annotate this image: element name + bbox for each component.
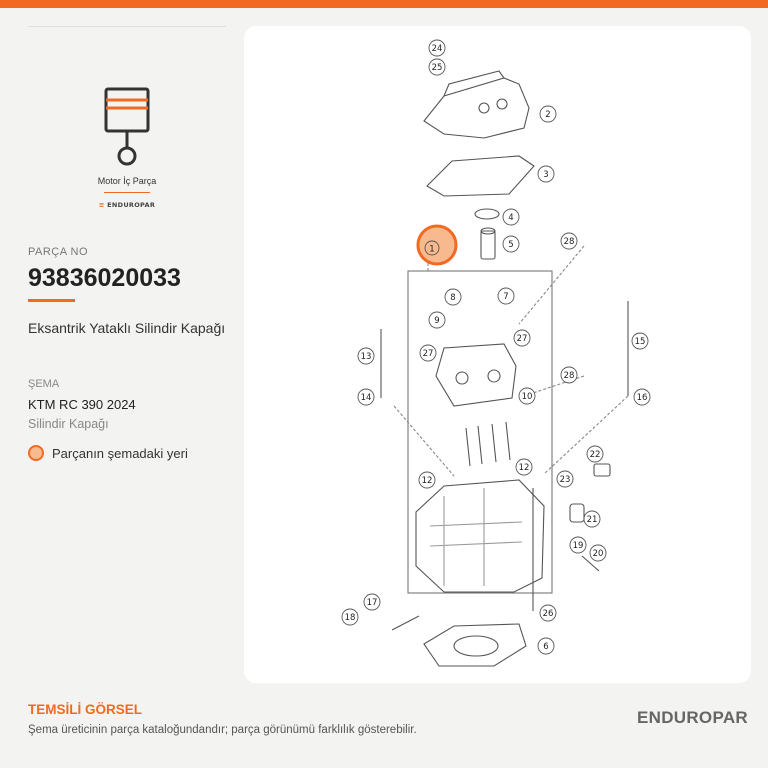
cylinder-head-shape bbox=[416, 480, 544, 592]
callout bbox=[538, 638, 554, 654]
callout bbox=[498, 288, 514, 304]
location-legend bbox=[28, 445, 188, 461]
part-name: Eksantrik Yataklı Silindir Kapağı bbox=[28, 320, 226, 336]
svg-text:2: 2 bbox=[545, 110, 551, 120]
callout bbox=[429, 312, 445, 328]
svg-text:3: 3 bbox=[543, 170, 549, 180]
top-accent-bar bbox=[0, 0, 768, 8]
gasket-shape bbox=[427, 156, 534, 196]
callout-label: 1 bbox=[429, 244, 435, 255]
caption-underline bbox=[104, 192, 150, 193]
callout bbox=[590, 545, 606, 561]
callout bbox=[632, 333, 648, 349]
callout bbox=[540, 605, 556, 621]
exploded-diagram-panel bbox=[244, 26, 751, 683]
svg-text:24: 24 bbox=[431, 44, 443, 54]
callout bbox=[561, 367, 577, 383]
callout bbox=[342, 609, 358, 625]
svg-text:12: 12 bbox=[421, 476, 433, 486]
piston-icon bbox=[102, 86, 152, 170]
svg-text:23: 23 bbox=[559, 475, 571, 485]
highlighted-callout bbox=[418, 226, 456, 264]
callout bbox=[364, 594, 380, 610]
svg-text:18: 18 bbox=[344, 613, 356, 623]
head-gasket-shape bbox=[424, 624, 526, 666]
part-number-underline bbox=[28, 299, 75, 302]
svg-text:15: 15 bbox=[634, 337, 646, 347]
footer-brand: ENDUROPAR bbox=[636, 708, 748, 727]
callout bbox=[503, 236, 519, 252]
svg-text:28: 28 bbox=[563, 237, 575, 247]
callout bbox=[429, 40, 445, 56]
callout bbox=[445, 289, 461, 305]
svg-text:12: 12 bbox=[518, 463, 530, 473]
callout bbox=[429, 59, 445, 75]
svg-text:19: 19 bbox=[572, 541, 584, 551]
svg-text:26: 26 bbox=[542, 609, 554, 619]
callout bbox=[503, 209, 519, 225]
svg-text:22: 22 bbox=[589, 450, 601, 460]
callout bbox=[540, 106, 556, 122]
callout bbox=[584, 511, 600, 527]
category-brand-block bbox=[60, 86, 194, 209]
top-divider bbox=[28, 26, 226, 27]
footer-title: TEMSİLİ GÖRSEL bbox=[28, 702, 143, 717]
callout bbox=[358, 389, 374, 405]
callout bbox=[587, 446, 603, 462]
svg-text:6: 6 bbox=[543, 642, 549, 652]
svg-text:13: 13 bbox=[360, 352, 372, 362]
svg-text:10: 10 bbox=[521, 392, 533, 402]
exploded-diagram bbox=[244, 26, 751, 683]
highlight-marker-icon bbox=[28, 445, 44, 461]
svg-text:27: 27 bbox=[422, 349, 434, 359]
legend-text: Parçanın şemadaki yeri bbox=[52, 445, 188, 461]
schema-model: KTM RC 390 2024 bbox=[28, 397, 136, 412]
svg-text:21: 21 bbox=[586, 515, 598, 525]
svg-text:28: 28 bbox=[563, 371, 575, 381]
svg-text:5: 5 bbox=[508, 240, 514, 250]
logo-mark-icon: ≡ bbox=[98, 201, 108, 209]
callout bbox=[419, 472, 435, 488]
category-caption: Motor İç Parça bbox=[97, 176, 157, 186]
callout bbox=[538, 166, 554, 182]
svg-text:20: 20 bbox=[592, 549, 604, 559]
svg-text:14: 14 bbox=[360, 393, 372, 403]
callout bbox=[561, 233, 577, 249]
cam-carrier-shape bbox=[436, 344, 516, 406]
svg-text:25: 25 bbox=[431, 63, 443, 73]
svg-text:27: 27 bbox=[516, 334, 528, 344]
callout bbox=[557, 471, 573, 487]
brand-logo: ≡ ENDUROPAR bbox=[98, 201, 156, 209]
svg-text:8: 8 bbox=[450, 293, 456, 303]
callout bbox=[514, 330, 530, 346]
svg-text:7: 7 bbox=[503, 292, 509, 302]
callout bbox=[570, 537, 586, 553]
callout bbox=[358, 348, 374, 364]
svg-text:4: 4 bbox=[508, 213, 514, 223]
schema-label: ŞEMA bbox=[28, 378, 60, 390]
part-number: 93836020033 bbox=[28, 264, 181, 292]
valve-cover-shape bbox=[424, 78, 529, 138]
callout bbox=[519, 388, 535, 404]
svg-text:9: 9 bbox=[434, 316, 440, 326]
callout bbox=[420, 345, 436, 361]
callout bbox=[516, 459, 532, 475]
part-number-label: PARÇA NO bbox=[28, 246, 89, 258]
svg-text:16: 16 bbox=[636, 393, 648, 403]
schema-group: Silindir Kapağı bbox=[28, 417, 109, 431]
callout bbox=[634, 389, 650, 405]
svg-text:17: 17 bbox=[366, 598, 378, 608]
footer-note: Şema üreticinin parça kataloğundandır; parça görünümü farklılık gösterebilir. bbox=[28, 724, 417, 736]
